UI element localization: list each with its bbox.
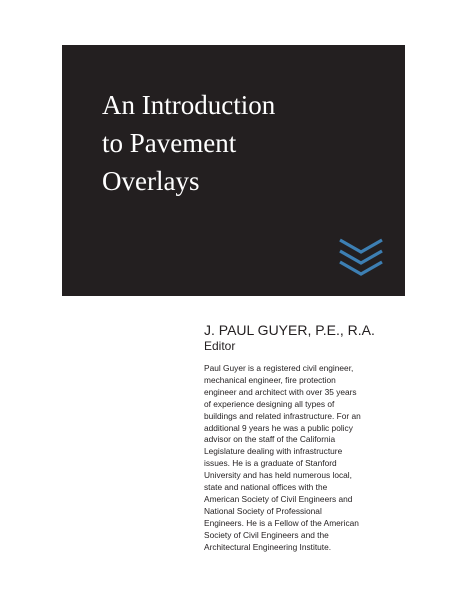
author-name: J. PAUL GUYER, P.E., R.A. xyxy=(204,322,375,338)
bio-line: issues. He is a graduate of Stanford xyxy=(204,458,337,469)
bio-line: state and national offices with the xyxy=(204,482,328,493)
title-line: Overlays xyxy=(102,166,200,196)
bio-line: of experience designing all types of xyxy=(204,398,335,409)
bio-line: buildings and related infrastructure. For an xyxy=(204,410,361,421)
bio-line: National Society of Professional xyxy=(204,505,322,516)
book-title xyxy=(102,86,392,200)
bio-line: additional 9 years he was a public policy xyxy=(204,422,353,433)
bio-line: Engineers. He is a Fellow of the American xyxy=(204,517,359,528)
author-role: Editor xyxy=(204,339,236,353)
bio-line: engineer and architect with over 35 years xyxy=(204,386,357,397)
bio-line: advisor on the staff of the California xyxy=(204,434,336,445)
author-bio xyxy=(204,363,404,554)
bio-line: Society of Civil Engineers and the xyxy=(204,529,329,540)
bio-line: Legislature dealing with infrastructure xyxy=(204,446,343,457)
bio-line: Architectural Engineering Institute. xyxy=(204,541,332,552)
title-line: to Pavement xyxy=(102,128,237,158)
title-line: An Introduction xyxy=(102,90,276,120)
bio-line: American Society of Civil Engineers and xyxy=(204,493,353,504)
bio-line: Paul Guyer is a registered civil engineer, xyxy=(204,363,354,373)
bio-line: University and has held numerous local, xyxy=(204,470,352,481)
triple-chevron-down-icon xyxy=(338,238,384,278)
bio-line: mechanical engineer, fire protection xyxy=(204,374,336,385)
